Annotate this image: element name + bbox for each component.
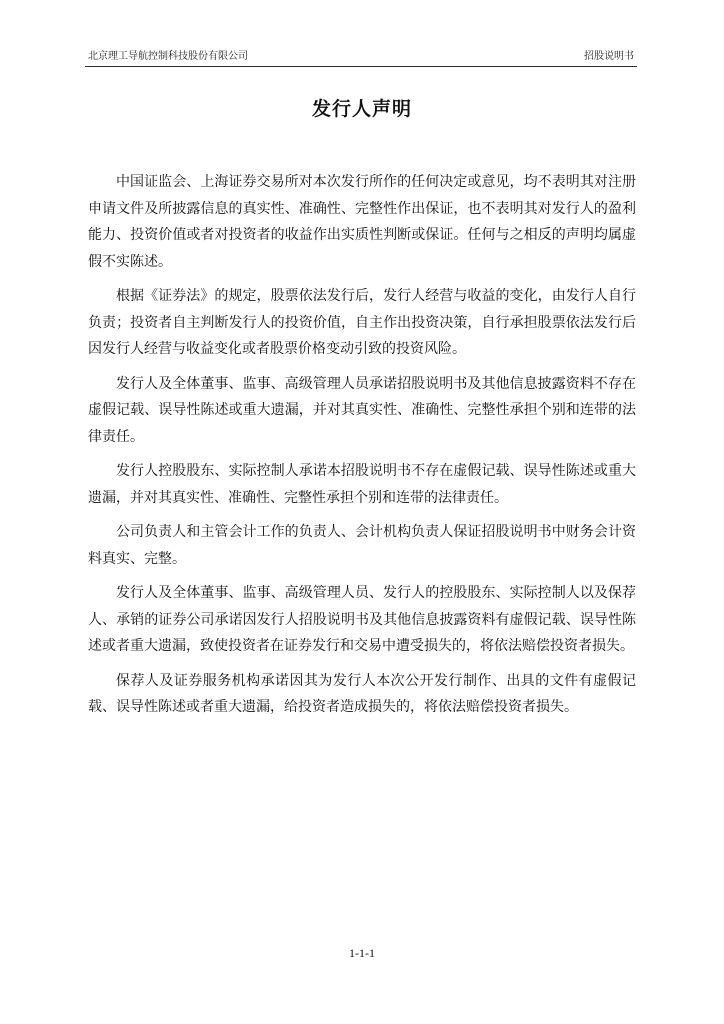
statement-paragraph-4: 发行人控股股东、实际控制人承诺本招股说明书不存在虚假记载、误导性陈述或重大遗漏，并对其真实性、准确性、完整性承担个别和连带的法律责任。	[88, 463, 636, 506]
header-document-type: 招股说明书	[584, 51, 634, 62]
page-number: 1-1-1	[349, 946, 375, 960]
statement-paragraph-3: 发行人及全体董事、监事、高级管理人员承诺招股说明书及其他信息披露资料不存在虚假记载、误导性陈述或重大遗漏，并对其真实性、准确性、完整性承担个别和连带的法律责任。	[88, 375, 636, 445]
statement-paragraph-6: 发行人及全体董事、监事、高级管理人员、发行人的控股股东、实际控制人以及保荐人、承销的证券公司承诺因发行人招股说明书及其他信息披露资料有虚假记载、误导性陈述或者重大遗漏，致使投资者在证券发行和交易中遭受损失的，将依法赔偿投资者损失。	[88, 585, 636, 654]
statement-paragraph-1: 中国证监会、上海证券交易所对本次发行所作的任何决定或意见，均不表明其对注册申请文件及所披露信息的真实性、准确性、完整性作出保证，也不表明其对发行人的盈利能力、投资价值或者对投资者的收益作出实质性判断或保证。任何与之相反的声明均属虚假不实陈述。	[88, 174, 636, 270]
statement-body	[88, 169, 636, 729]
statement-paragraph-7: 保荐人及证券服务机构承诺因其为发行人本次公开发行制作、出具的文件有虚假记载、误导性陈述或者重大遗漏，给投资者造成损失的，将依法赔偿投资者损失。	[88, 672, 636, 715]
page-title: 发行人声明	[311, 98, 412, 120]
header-rule	[85, 66, 637, 67]
statement-paragraph-5: 公司负责人和主管会计工作的负责人、会计机构负责人保证招股说明书中财务会计资料真实、完整。	[88, 524, 636, 567]
page-header	[85, 49, 637, 65]
header-company-name: 北京理工导航控制科技股份有限公司	[88, 51, 248, 62]
statement-paragraph-2: 根据《证券法》的规定，股票依法发行后，发行人经营与收益的变化，由发行人自行负责；投资者自主判断发行人的投资价值，自主作出投资决策，自行承担股票依法发行后因发行人经营与收益变化或者股票价格变动引致的投资风险。	[88, 288, 636, 357]
